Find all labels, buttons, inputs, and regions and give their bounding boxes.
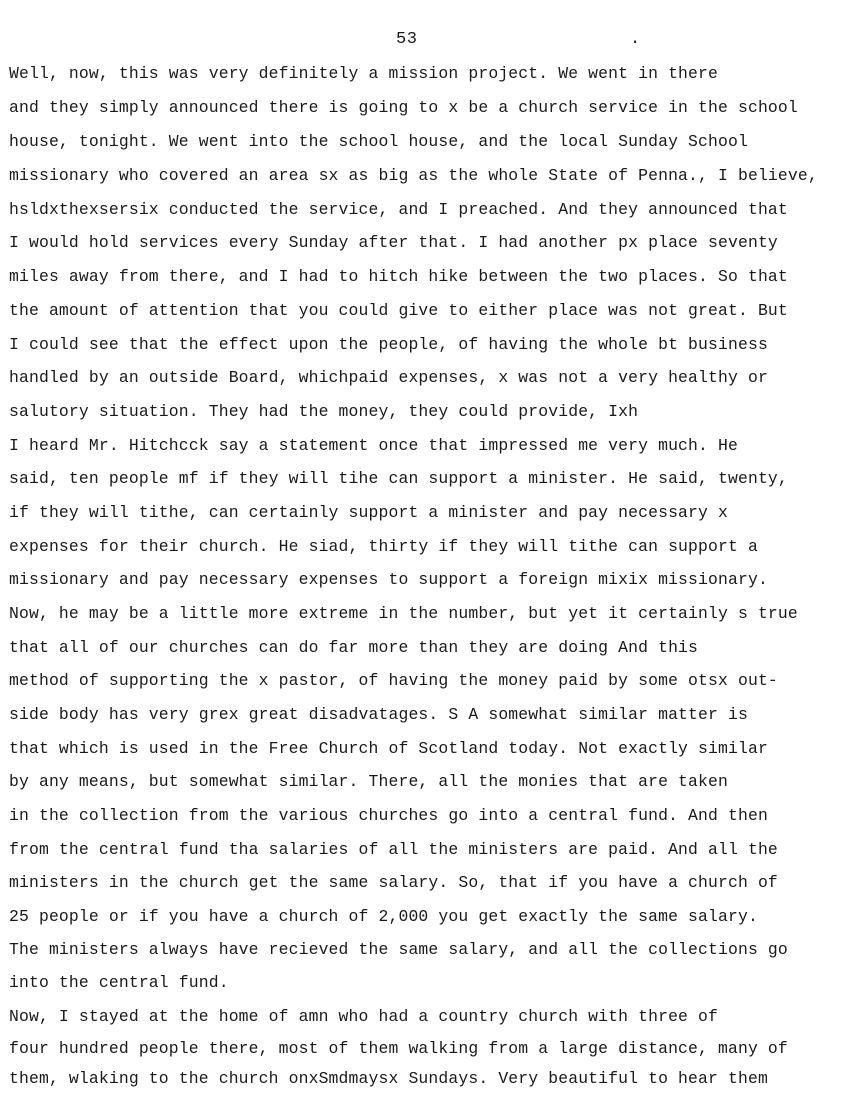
text-line: hsldxthexsersix conducted the service, and I preached. And they announced that — [9, 200, 788, 219]
page-number: 53 — [396, 30, 418, 49]
text-line: method of supporting the x pastor, of having the money paid by some otsx out- — [9, 671, 778, 690]
text-line: missionary who covered an area sx as big as the whole State of Penna., I believe, — [9, 166, 818, 185]
text-line: handled by an outside Board, whichpaid expenses, x was not a very healthy or — [9, 368, 768, 387]
text-line: that all of our churches can do far more than they are doing And this — [9, 638, 699, 657]
text-line: the amount of attention that you could give to either place was not great. But — [9, 301, 788, 320]
text-line: I could see that the effect upon the people, of having the whole bt business — [9, 335, 768, 354]
text-line: said, ten people mf if they will tihe can support a minister. He said, twenty, — [9, 469, 788, 488]
text-line: The ministers always have recieved the same salary, and all the collections go — [9, 940, 788, 959]
text-line: miles away from there, and I had to hitch hike between the two places. So that — [9, 267, 788, 286]
text-line: from the central fund tha salaries of all the ministers are paid. And all the — [9, 840, 778, 859]
text-line: Well, now, this was very definitely a mission project. We went in there — [9, 64, 719, 83]
text-line: if they will tithe, can certainly support a minister and pay necessary x — [9, 503, 728, 522]
text-line: I would hold services every Sunday after that. I had another px place seventy — [9, 233, 778, 252]
text-line: that which is used in the Free Church of Scotland today. Not exactly similar — [9, 739, 768, 758]
text-line: in the collection from the various churches go into a central fund. And then — [9, 806, 768, 825]
text-line: into the central fund. — [9, 973, 229, 992]
text-line: missionary and pay necessary expenses to support a foreign mixix missionary. — [9, 570, 768, 589]
text-line: by any means, but somewhat similar. There, all the monies that are taken — [9, 772, 728, 791]
text-line: salutory situation. They had the money, they could provide, Ixh — [9, 402, 639, 421]
text-line: side body has very grex great disadvatages. S A somewhat similar matter is — [9, 705, 748, 724]
stray-mark: . — [630, 30, 641, 49]
text-line: house, tonight. We went into the school house, and the local Sunday School — [9, 132, 748, 151]
text-line: ministers in the church get the same salary. So, that if you have a church of — [9, 873, 778, 892]
text-line: and they simply announced there is going to x be a church service in the school — [9, 98, 798, 117]
text-line: Now, I stayed at the home of amn who had a country church with three of — [9, 1007, 719, 1026]
text-line: four hundred people there, most of them walking from a large distance, many of — [9, 1039, 788, 1058]
text-line: Now, he may be a little more extreme in the number, but yet it certainly s true — [9, 604, 798, 623]
text-line: 25 people or if you have a church of 2,000 you get exactly the same salary. — [9, 907, 758, 926]
text-line: expenses for their church. He siad, thirty if they will tithe can support a — [9, 537, 758, 556]
text-line: them, wlaking to the church onxSmdmaysx Sundays. Very beautiful to hear them — [9, 1069, 768, 1088]
text-line: I heard Mr. Hitchcck say a statement once that impressed me very much. He — [9, 436, 738, 455]
